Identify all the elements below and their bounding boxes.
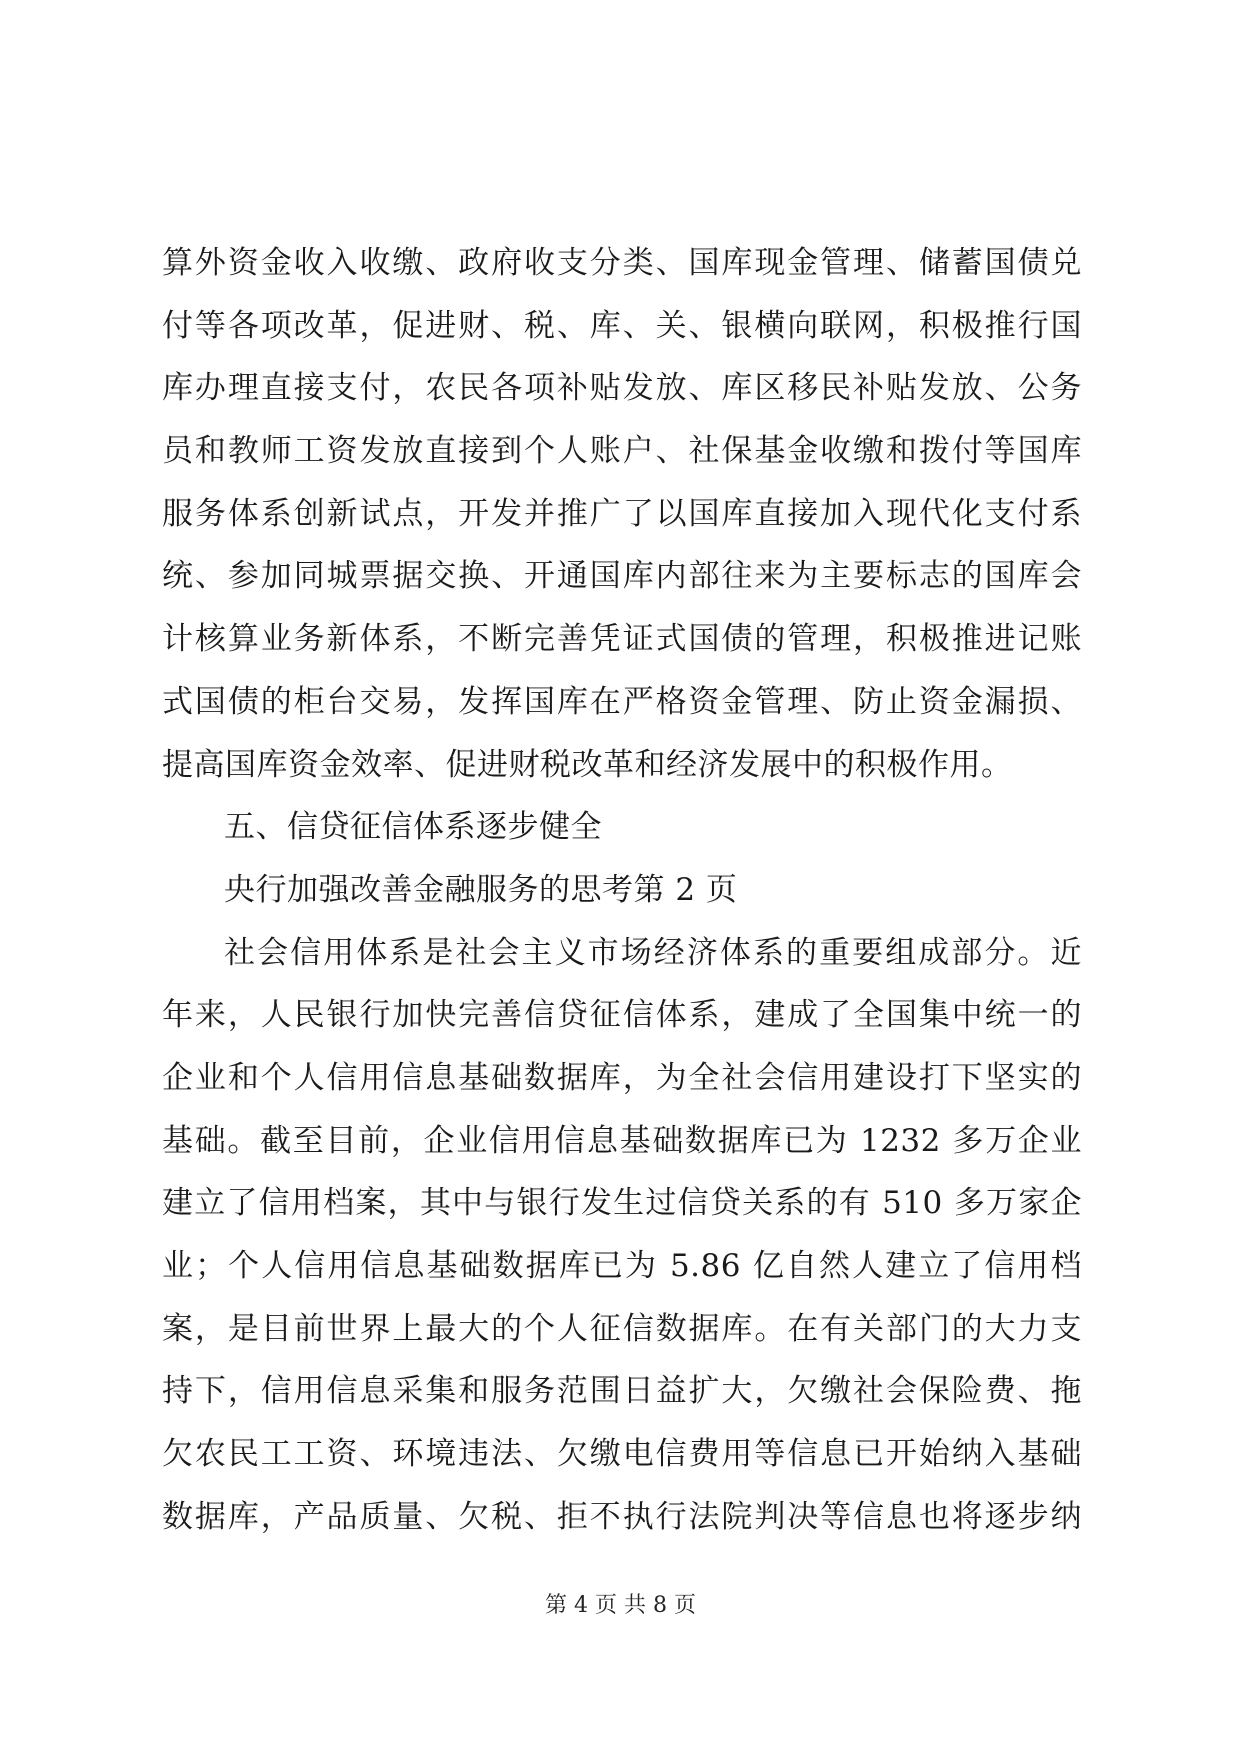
paragraph-first-line: 社会信用体系是社会主义市场经济体系的重要组成部分。近	[224, 934, 1082, 971]
text-line: 业；个人信用信息基础数据库已为 5.86 亿自然人建立了信用档	[162, 1248, 1082, 1284]
text-line: 员和教师工资发放直接到个人账户、社保基金收缴和拨付等国库	[162, 433, 1082, 470]
text-line: 算外资金收入收缴、政府收支分类、国库现金管理、储蓄国债兑	[162, 245, 1082, 281]
document-body	[162, 232, 1082, 1548]
page-marker-line: 央行加强改善金融服务的思考第 2 页	[224, 871, 738, 908]
text-line: 统、参加同城票据交换、开通国库内部往来为主要标志的国库会	[162, 558, 1082, 595]
text-line: 数据库，产品质量、欠税、拒不执行法院判决等信息也将逐步纳	[162, 1498, 1082, 1535]
text-line: 基础。截至目前，企业信用信息基础数据库已为 1232 多万企业	[162, 1122, 1082, 1159]
text-line: 建立了信用档案，其中与银行发生过信贷关系的有 510 多万家企	[162, 1185, 1082, 1222]
text-line: 欠农民工工资、环境违法、欠缴电信费用等信息已开始纳入基础	[162, 1436, 1082, 1473]
paragraph-end-line: 提高国库资金效率、促进财税改革和经济发展中的积极作用。	[162, 746, 1013, 783]
text-line: 付等各项改革，促进财、税、库、关、银横向联网，积极推行国	[162, 307, 1082, 344]
section-heading: 五、信贷征信体系逐步健全	[224, 809, 602, 846]
text-line: 年来，人民银行加快完善信贷征信体系，建成了全国集中统一的	[162, 997, 1082, 1034]
text-line: 库办理直接支付，农民各项补贴发放、库区移民补贴发放、公务	[162, 370, 1082, 407]
text-line: 案，是目前世界上最大的个人征信数据库。在有关部门的大力支	[162, 1310, 1082, 1347]
text-line: 计核算业务新体系，不断完善凭证式国债的管理，积极推进记账	[162, 621, 1082, 658]
text-line: 服务体系创新试点，开发并推广了以国库直接加入现代化支付系	[162, 495, 1082, 532]
text-line: 式国债的柜台交易，发挥国库在严格资金管理、防止资金漏损、	[162, 683, 1082, 720]
text-line: 企业和个人信用信息基础数据库，为全社会信用建设打下坚实的	[162, 1059, 1082, 1096]
text-line: 持下，信用信息采集和服务范围日益扩大，欠缴社会保险费、拖	[162, 1373, 1082, 1410]
page-footer: 第 4 页 共 8 页	[545, 1593, 696, 1618]
